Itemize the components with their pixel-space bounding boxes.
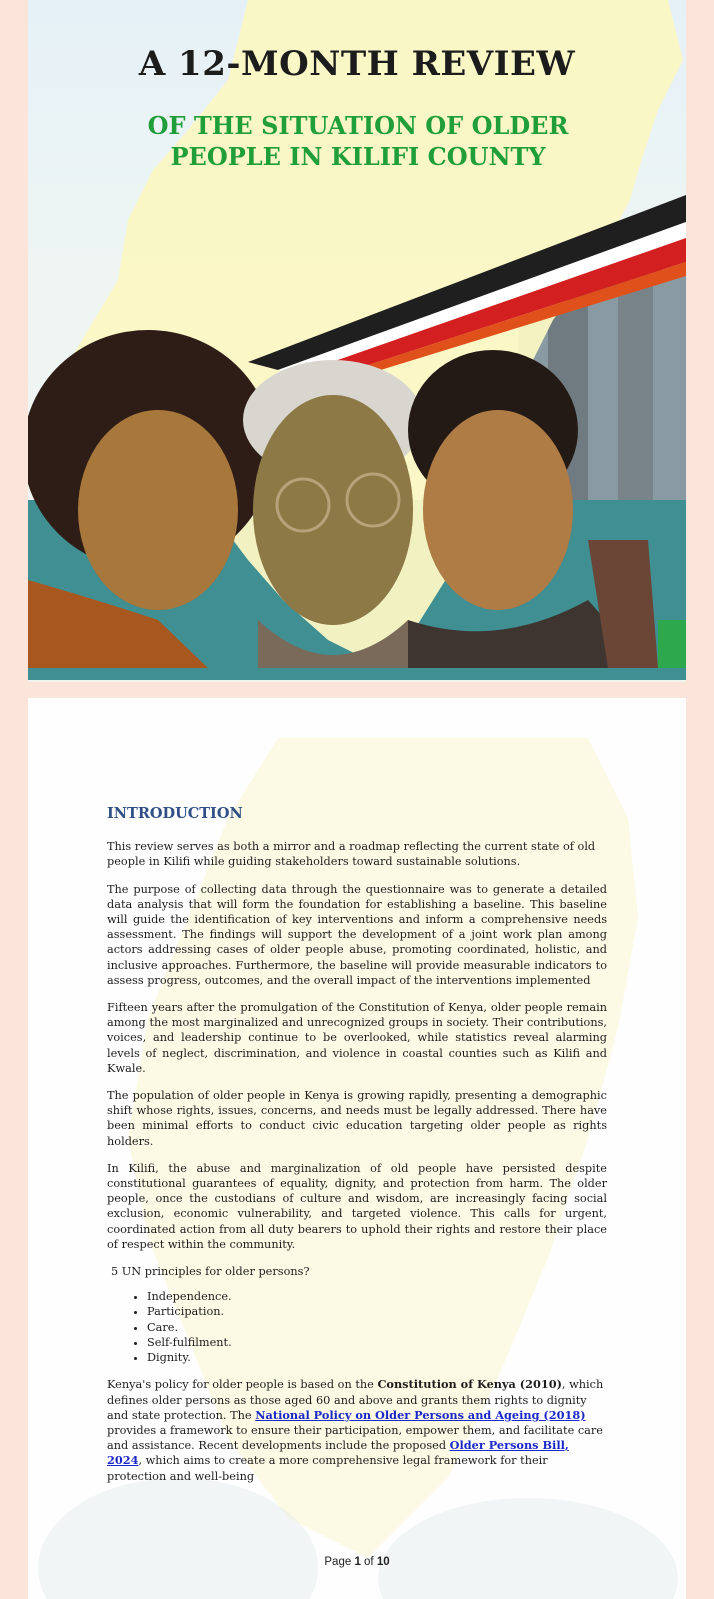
- constitution-reference: Constitution of Kenya (2010): [377, 1377, 562, 1392]
- paragraph: The purpose of collecting data through the questionnaire was to generate a detailed data analysis that will form the foundation for establishing a baseline. This baseline will guide the identification of key interventions and inform a comprehensive needs assessment. The findings will support the development of a joint work plan among actors addressing cases of older people abuse, promoting coordinated, holistic, and inclusive approaches. Furthermore, the baseline will provide measurable indicators to assess progress, outcomes, and the overall impact of the interventions implemented: [107, 882, 607, 987]
- list-item: • Participation.: [147, 1304, 607, 1319]
- list-item: • Self-fulfilment.: [147, 1335, 607, 1350]
- flag-stripe-green: [658, 620, 686, 668]
- paragraph: In Kilifi, the abuse and marginalization of old people have persisted despite constitutional guarantees of equality, dignity, and protection from harm. The older people, once the custodians of culture and wisdom, are increasingly facing social exclusion, economic vulnerability, and targeted violence. This calls for urgent, coordinated action from all duty bearers to uphold their rights and restore their place of respect within the community.: [107, 1161, 607, 1251]
- current-page-number: 1: [354, 1556, 361, 1568]
- national-policy-link[interactable]: National Policy on Older Persons and Ageing (2018): [255, 1407, 586, 1422]
- list-item: • Care.: [147, 1320, 607, 1335]
- policy-paragraph: [107, 1377, 607, 1483]
- list-item: • Independence.: [147, 1289, 607, 1304]
- policy-text: , which aims to create a more comprehensive legal framework for their protection and well-being: [107, 1454, 548, 1483]
- total-page-number: 10: [376, 1556, 390, 1568]
- cover-title: A 12-MONTH REVIEW: [138, 44, 576, 84]
- section-heading: INTRODUCTION: [107, 805, 243, 822]
- principles-list: [107, 1289, 607, 1365]
- policy-text: , which defines older persons as those aged 60 and above and grants them rights to dignity and state protection. The: [107, 1378, 604, 1422]
- paragraph: The population of older people in Kenya is growing rapidly, presenting a demographic shift whose rights, issues, concerns, and needs must be legally addressed. There have been minimal efforts to conduct civic education targeting older people as rights holders.: [107, 1089, 607, 1148]
- list-item: • Dignity.: [147, 1350, 607, 1365]
- principles-question: 5 UN principles for older persons?: [111, 1265, 310, 1279]
- paragraph: Fifteen years after the promulgation of the Constitution of Kenya, older people remain among the most marginalized and unrecognized groups in society. Their contributions, voices, and leadership continue to be overlooked, while statistics reveal alarming levels of neglect, discrimination, and violence in coastal counties such as Kilifi and Kwale.: [107, 1001, 607, 1075]
- older-persons-bill-link[interactable]: Older Persons Bill, 2024: [107, 1438, 569, 1468]
- cover-artwork: [28, 0, 686, 682]
- paragraph: This review serves as both a mirror and a roadmap reflecting the current state of old people in Kilifi while guiding stakeholders toward sustainable solutions.: [107, 840, 596, 869]
- policy-text: provides a framework to ensure their participation, empower them, and facilitate care and assistance. Recent developments include the proposed: [107, 1423, 603, 1453]
- cover-subtitle: OF THE SITUATION OF OLDER PEOPLE IN KILIFI COUNTY: [147, 111, 569, 171]
- cover-page: [28, 0, 686, 682]
- policy-text: Kenya's policy for older people is based on the: [107, 1378, 378, 1392]
- page-content: [107, 806, 607, 1496]
- document-page: [28, 698, 686, 1599]
- page-footer: Page 1 of 10: [324, 1556, 390, 1568]
